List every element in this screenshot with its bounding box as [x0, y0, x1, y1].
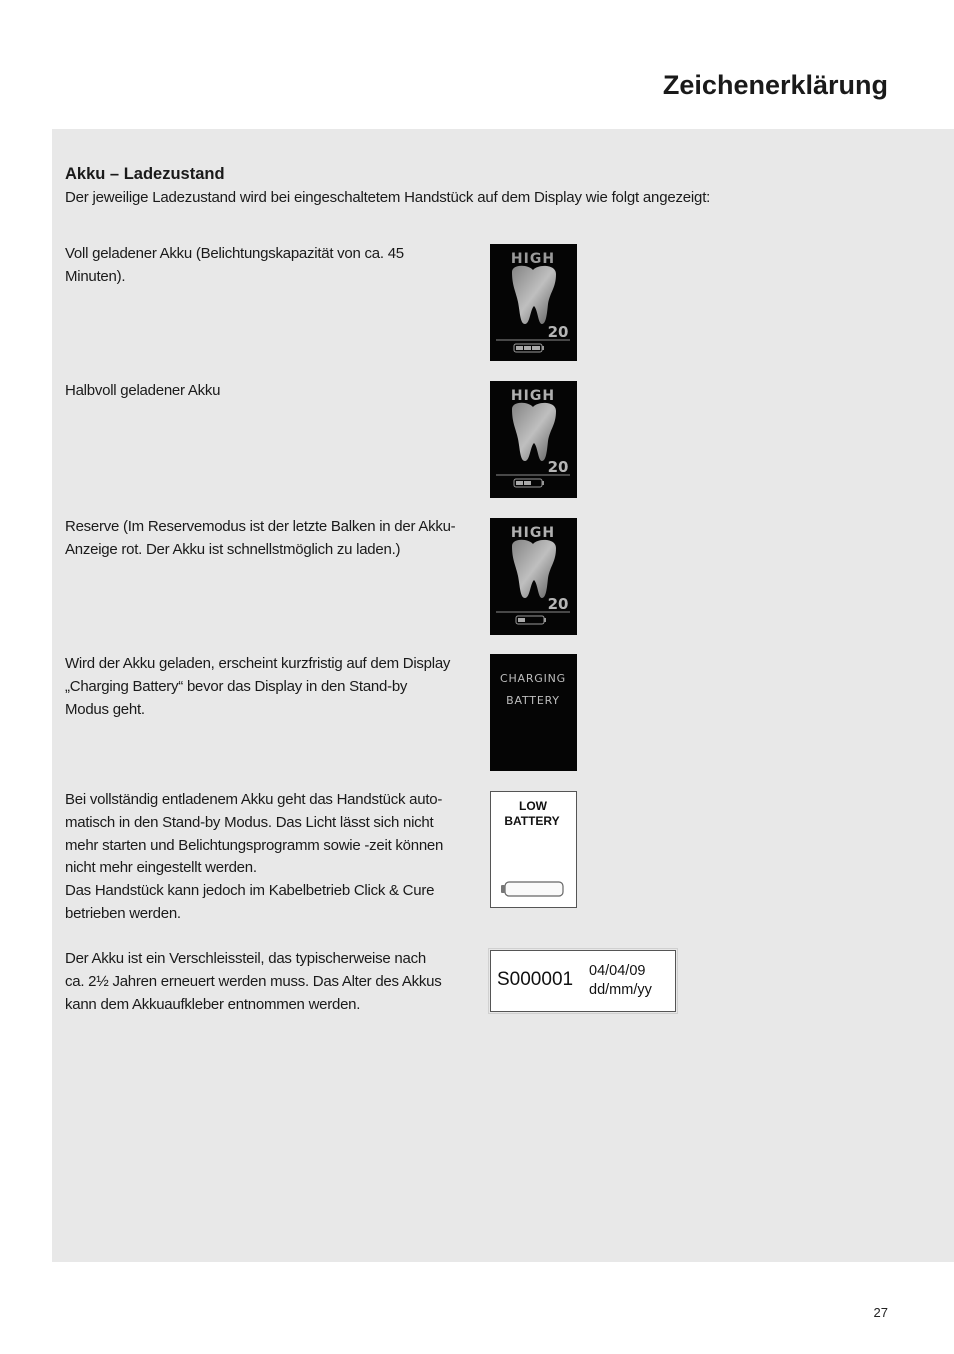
sticker-date: 04/04/09 [589, 963, 646, 979]
display-time-text: 20 [547, 323, 569, 341]
display-mode-text: HIGH [510, 388, 556, 404]
section-heading: Akku – Ladezustand [65, 165, 225, 183]
display-charging [490, 654, 577, 771]
sticker-serial: S000001 [497, 969, 574, 990]
item-description-half: Halbvoll geladener Akku [65, 382, 221, 399]
display-reserve-battery [490, 518, 577, 635]
display-full-battery [490, 244, 577, 361]
display-low-battery [490, 791, 577, 908]
display-line1: CHARGING [499, 672, 567, 685]
item-description-charging: Wird der Akku geladen, erscheint kurzfristig auf dem Display „Charging Battery“ bevor das Display in den Stand-by Modus geht. [65, 655, 451, 718]
display-time-text: 20 [547, 595, 569, 613]
battery-sticker [490, 950, 676, 1012]
display-line2: BATTERY [504, 814, 560, 828]
item-description-empty: Bei vollständig entladenem Akku geht das Handstück auto- matisch in den Stand-by Modus. Das Licht lässt sich nicht mehr starten und Belichtungsprogramm sowie -zeit können nicht mehr eingestellt werden. Das Handstück kann jedoch im Kabelbetrieb Click & Cure betrieben werden. [65, 791, 444, 922]
display-line1: LOW [519, 799, 547, 813]
page-title: Zeichenerklärung [662, 70, 888, 100]
sticker-date-format: dd/mm/yy [589, 982, 652, 998]
display-half-battery [490, 381, 577, 498]
display-line2: BATTERY [506, 694, 560, 707]
display-mode-text: HIGH [510, 251, 556, 267]
section-intro: Der jeweilige Ladezustand wird bei eingeschaltetem Handstück auf dem Display wie folgt angezeigt: [65, 189, 711, 206]
battery-icon [505, 882, 563, 896]
item-description-wear-part: Der Akku ist ein Verschleissteil, das typischerweise nach ca. 2½ Jahren erneuert werden muss. Das Alter des Akkus kann dem Akkuaufkleber entnommen werden. [65, 950, 442, 1013]
page-number: 27 [873, 1305, 888, 1320]
display-time-text: 20 [547, 458, 569, 476]
item-description-reserve: Reserve (Im Reservemodus ist der letzte Balken in der Akku- Anzeige rot. Der Akku ist schnellstmöglich zu laden.) [65, 518, 456, 558]
display-mode-text: HIGH [510, 525, 556, 541]
item-description-full: Voll geladener Akku (Belichtungskapazität von ca. 45 Minuten). [65, 245, 404, 285]
